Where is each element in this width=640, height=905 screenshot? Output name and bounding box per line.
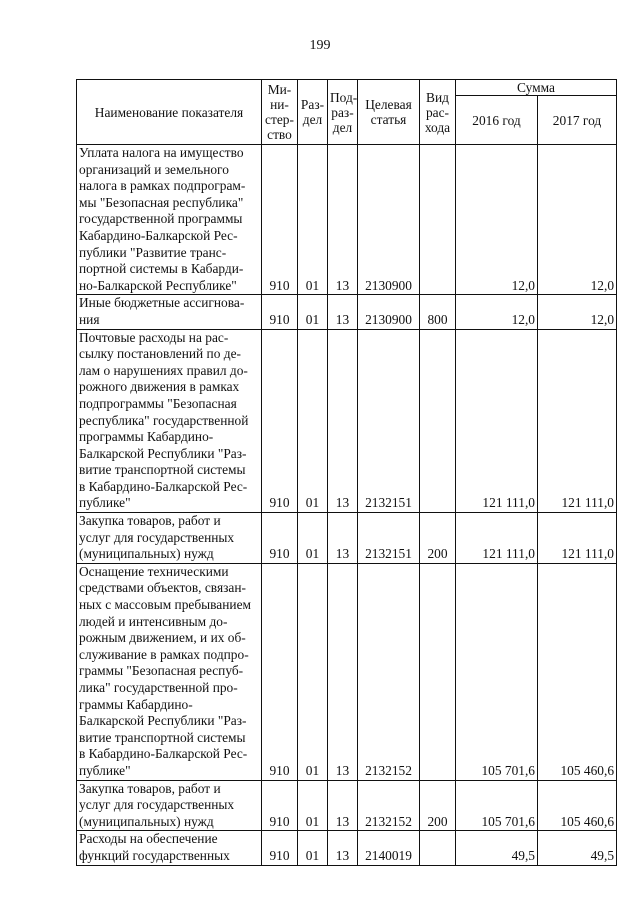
row-ministry: 910 (262, 831, 298, 865)
table-row (77, 513, 617, 564)
row-expense: 200 (420, 780, 456, 831)
header-subsection: Под- раз- дел (328, 80, 358, 145)
row-expense (420, 831, 456, 865)
row-year-2016: 121 111,0 (456, 329, 538, 513)
row-name: Иные бюджетные ассигнова- ния (77, 295, 262, 329)
row-target: 2130900 (358, 295, 420, 329)
row-target: 2132152 (358, 563, 420, 780)
row-year-2017: 121 111,0 (538, 513, 617, 564)
row-year-2017: 12,0 (538, 145, 617, 295)
row-name: Закупка товаров, работ и услуг для государственных (муниципальных) нужд (77, 513, 262, 564)
row-ministry: 910 (262, 145, 298, 295)
row-ministry: 910 (262, 780, 298, 831)
row-target: 2132151 (358, 329, 420, 513)
row-subsection: 13 (328, 513, 358, 564)
table-header (77, 80, 617, 145)
table-row (77, 295, 617, 329)
row-subsection: 13 (328, 831, 358, 865)
row-year-2016: 105 701,6 (456, 780, 538, 831)
table-row (77, 145, 617, 295)
row-ministry: 910 (262, 513, 298, 564)
row-subsection: 13 (328, 145, 358, 295)
header-target: Целевая статья (358, 80, 420, 145)
row-name: Почтовые расходы на рас- сылку постановлений по де- лам о нарушениях правил до- рожного движения в рамках подпрограммы "Безопасная республика" государственной программы Кабардино- Балкарской Республики "Раз- витие транспортной системы в Кабардино-Балкарской Рес- публике" (77, 329, 262, 513)
table-body (77, 145, 617, 866)
row-target: 2130900 (358, 145, 420, 295)
page-number: 199 (309, 38, 331, 53)
header-ministry: Ми- ни- стер- ство (262, 80, 298, 145)
row-section: 01 (298, 563, 328, 780)
row-year-2017: 12,0 (538, 295, 617, 329)
row-year-2017: 105 460,6 (538, 563, 617, 780)
row-name: Закупка товаров, работ и услуг для государственных (муниципальных) нужд (77, 780, 262, 831)
row-expense (420, 329, 456, 513)
row-section: 01 (298, 145, 328, 295)
table-row (77, 329, 617, 513)
row-target: 2140019 (358, 831, 420, 865)
row-subsection: 13 (328, 563, 358, 780)
row-year-2017: 121 111,0 (538, 329, 617, 513)
row-section: 01 (298, 780, 328, 831)
table-row (77, 563, 617, 780)
row-ministry: 910 (262, 563, 298, 780)
row-year-2016: 105 701,6 (456, 563, 538, 780)
row-expense: 800 (420, 295, 456, 329)
row-ministry: 910 (262, 295, 298, 329)
row-subsection: 13 (328, 295, 358, 329)
row-section: 01 (298, 295, 328, 329)
row-year-2016: 12,0 (456, 295, 538, 329)
row-name: Оснащение техническими средствами объектов, связан- ных с массовым пребыванием людей и интенсивным до- рожным движением, и их об- служивание в рамках подпро- граммы "Безопасная респуб- лика" государственной про- граммы Кабардино- Балкарской Республики "Раз- витие транспортной системы в Кабардино-Балкарской Рес- публике" (77, 563, 262, 780)
row-section: 01 (298, 831, 328, 865)
row-expense (420, 563, 456, 780)
row-section: 01 (298, 329, 328, 513)
table-row (77, 831, 617, 865)
row-name: Уплата налога на имущество организаций и земельного налога в рамках подпрограм- мы "Безопасная республика" государственной программы Кабардино-Балкарской Рес- публики "Развитие транс- портной системы в Кабарди- но-Балкарской Республике" (77, 145, 262, 295)
row-ministry: 910 (262, 329, 298, 513)
row-subsection: 13 (328, 329, 358, 513)
row-year-2017: 49,5 (538, 831, 617, 865)
header-section: Раз- дел (298, 80, 328, 145)
row-section: 01 (298, 513, 328, 564)
row-target: 2132151 (358, 513, 420, 564)
row-year-2017: 105 460,6 (538, 780, 617, 831)
row-target: 2132152 (358, 780, 420, 831)
row-subsection: 13 (328, 780, 358, 831)
header-sum: Сумма (456, 80, 617, 96)
header-year-2016: 2016 год (456, 96, 538, 145)
row-year-2016: 49,5 (456, 831, 538, 865)
table-row (77, 780, 617, 831)
header-name: Наименование показателя (77, 80, 262, 145)
row-name: Расходы на обеспечение функций государственных (77, 831, 262, 865)
budget-table (76, 79, 617, 866)
row-year-2016: 12,0 (456, 145, 538, 295)
row-year-2016: 121 111,0 (456, 513, 538, 564)
row-expense: 200 (420, 513, 456, 564)
header-expense: Вид рас- хода (420, 80, 456, 145)
header-year-2017: 2017 год (538, 96, 617, 145)
row-expense (420, 145, 456, 295)
